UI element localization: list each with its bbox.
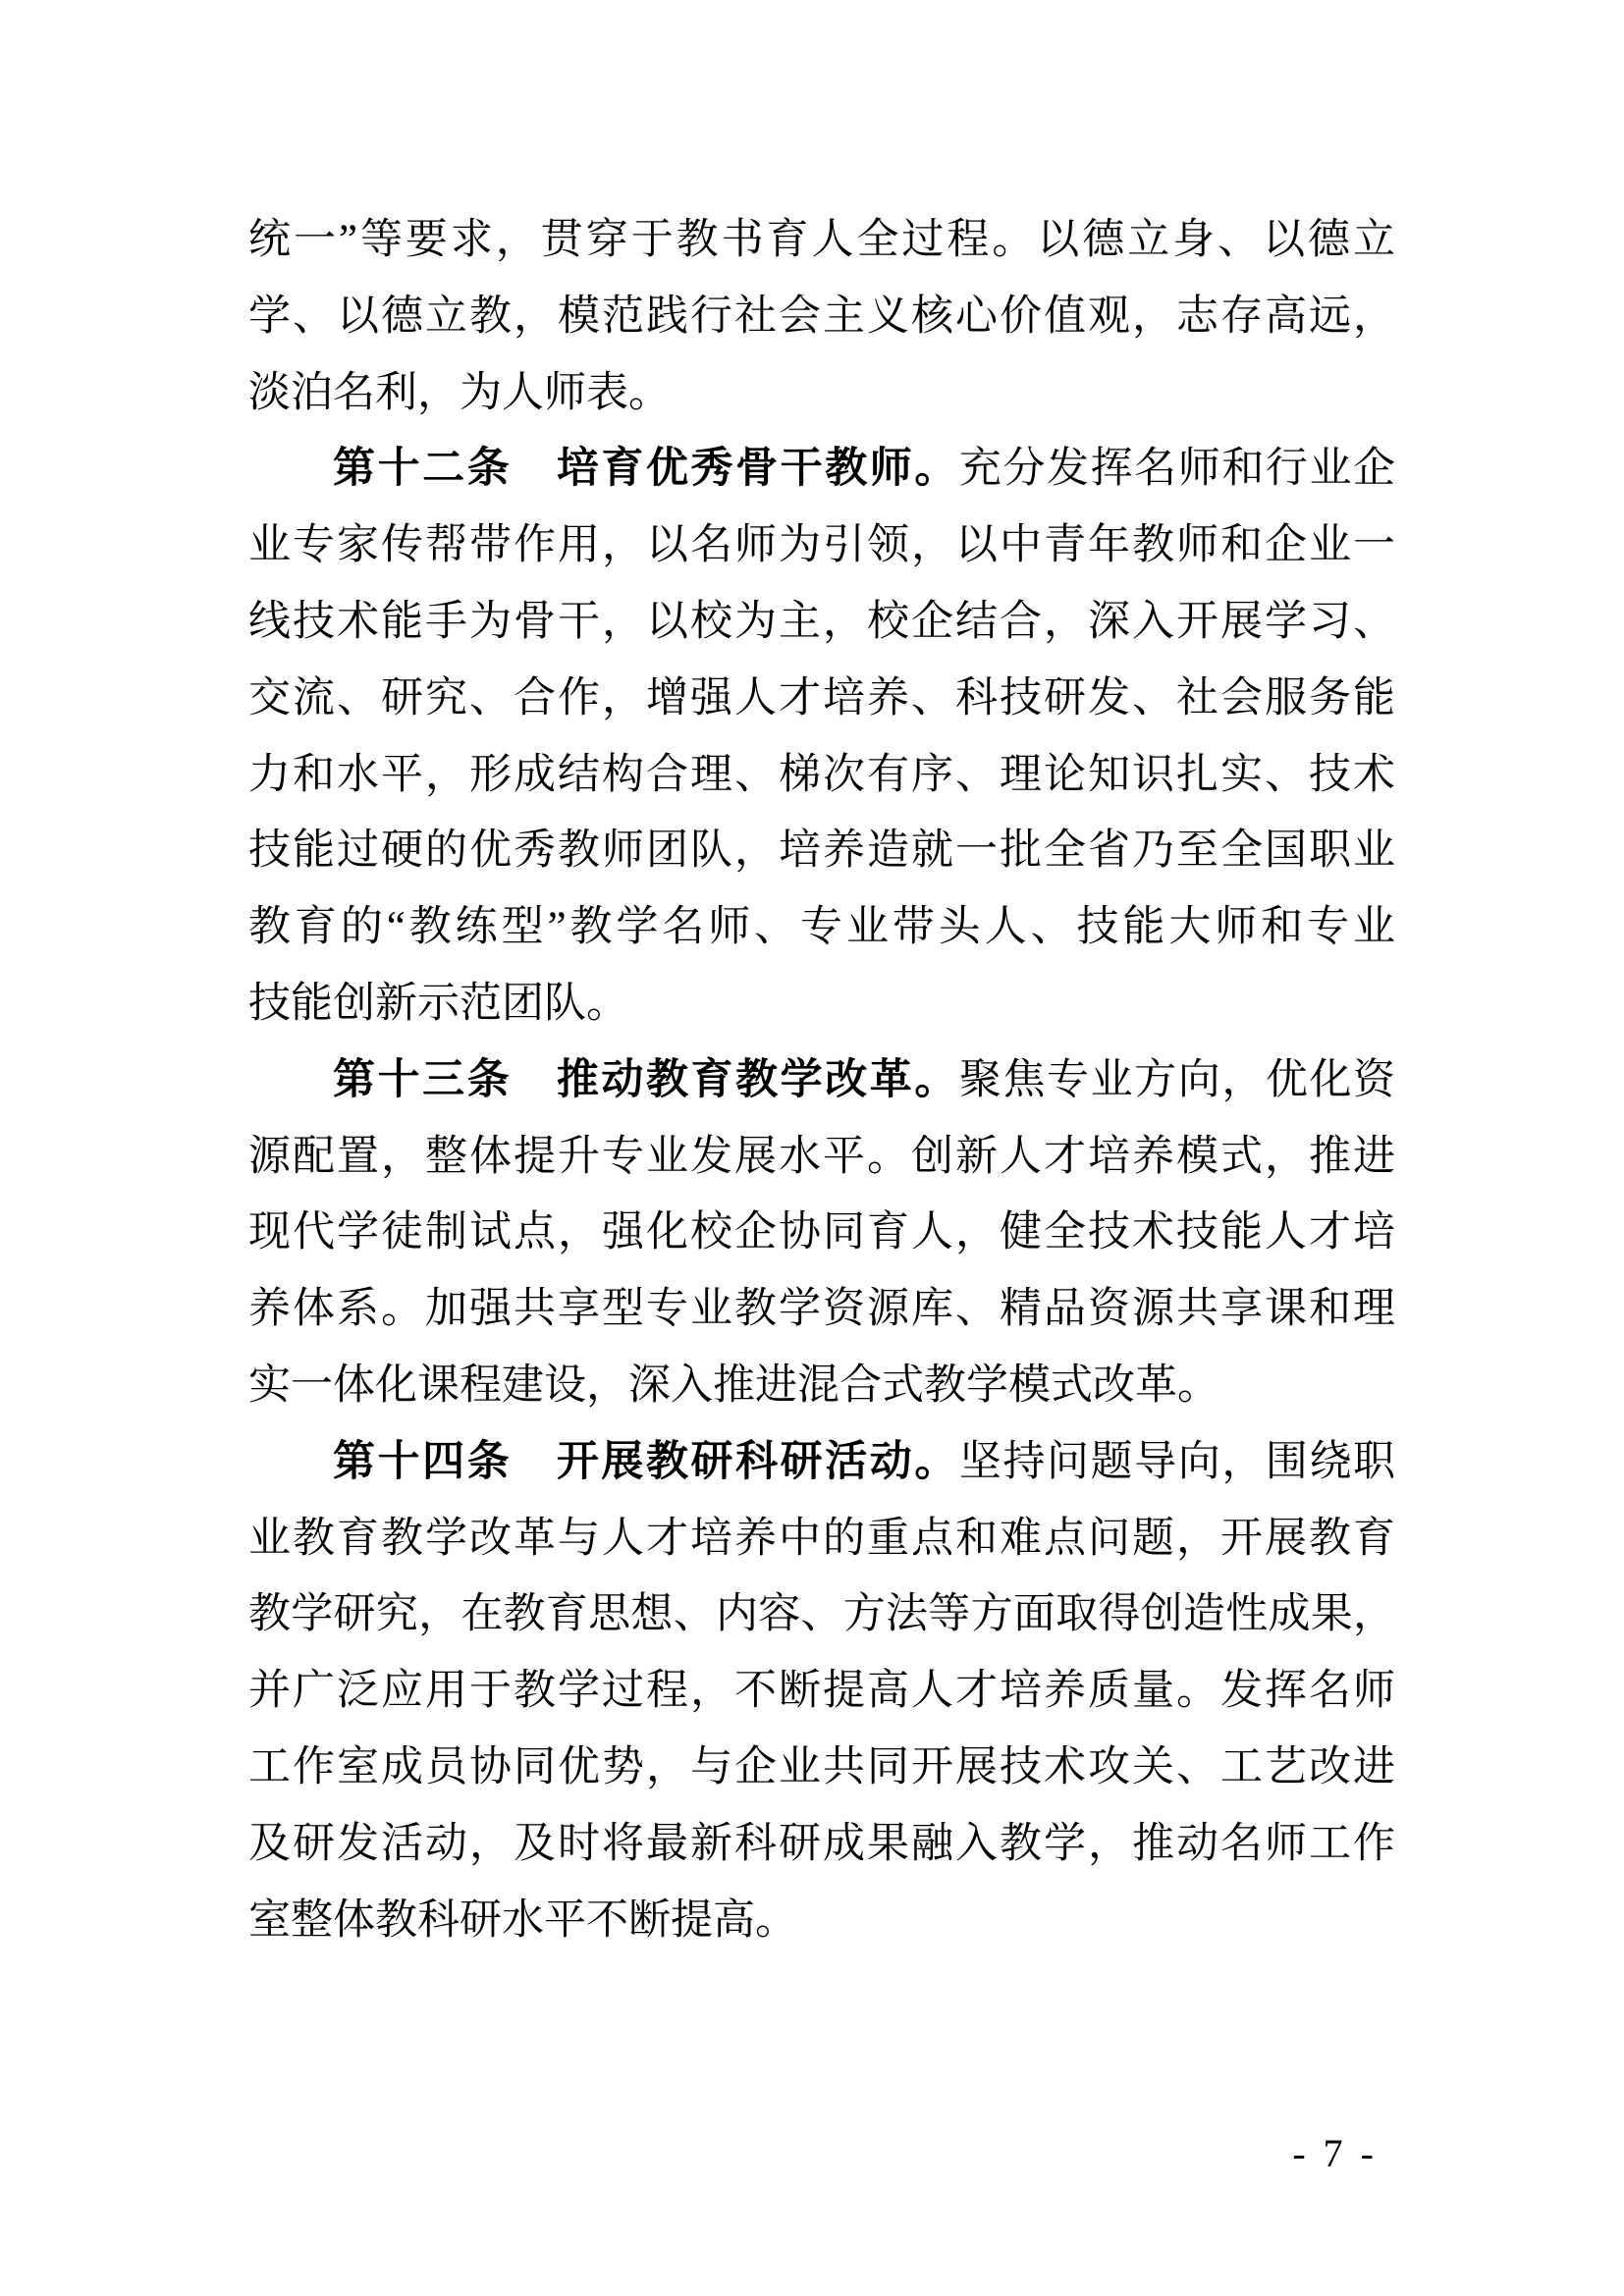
text-line: 现代学徒制试点，强化校企协同育人，健全技术技能人才培	[248, 1209, 1395, 1256]
text-line: 力和水平，形成结构合理、梯次有序、理论知识扎实、技术	[248, 751, 1395, 798]
text-line: 业专家传帮带作用，以名师为引领，以中青年教师和企业一	[248, 522, 1395, 569]
text-line: 线技术能手为骨干，以校为主，校企结合，深入开展学习、	[248, 598, 1395, 645]
text-line: 教学研究，在教育思想、内容、方法等方面取得创造性成果，	[248, 1591, 1395, 1638]
article-13-body-start: 聚焦专业方向，优化资	[958, 1056, 1396, 1103]
text-line: 及研发活动，及时将最新科研成果融入教学，推动名师工作	[248, 1820, 1395, 1867]
text-line: 室整体教科研水平不断提高。	[248, 1896, 797, 1944]
article-13-heading: 第十三条 推动教育教学改革。	[333, 1055, 959, 1103]
text-line: 技能创新示范团队。	[248, 980, 628, 1027]
text-line: 工作室成员协同优势，与企业共同开展技术攻关、工艺改进	[248, 1743, 1395, 1790]
article-14-heading: 第十四条 开展教研科研活动。	[333, 1437, 959, 1485]
text-line: 并广泛应用于教学过程，不断提高人才培养质量。发挥名师	[248, 1668, 1395, 1715]
document-body	[248, 202, 1395, 1958]
text-line: 淡泊名利，为人师表。	[248, 369, 671, 416]
page-number: - 7 -	[1292, 2131, 1378, 2175]
text-line	[248, 1424, 1395, 1501]
text-line: 教育的“教练型”教学名师、专业带头人、技能大师和专业	[248, 904, 1395, 951]
text-line: 学、以德立教，模范践行社会主义核心价值观，志存高远，	[248, 293, 1395, 340]
text-line: 业教育教学改革与人才培养中的重点和难点问题，开展教育	[248, 1515, 1395, 1562]
text-line	[248, 1042, 1395, 1119]
article-12-heading: 第十二条 培育优秀骨干教师。	[333, 445, 959, 493]
text-line: 源配置，整体提升专业发展水平。创新人才培养模式，推进	[248, 1133, 1395, 1180]
text-line: 统一”等要求，贯穿于教书育人全过程。以德立身、以德立	[248, 217, 1395, 263]
text-line: 交流、研究、合作，增强人才培养、科技研发、社会服务能	[248, 674, 1395, 721]
text-line: 技能过硬的优秀教师团队，培养造就一批全省乃至全国职业	[248, 828, 1395, 875]
text-line	[248, 431, 1395, 507]
article-12-body-start: 充分发挥名师和行业企	[958, 446, 1396, 493]
article-14-body-start: 坚持问题导向，围绕职	[958, 1438, 1396, 1485]
text-line: 养体系。加强共享型专业教学资源库、精品资源共享课和理	[248, 1286, 1395, 1333]
text-line: 实一体化课程建设，深入推进混合式教学模式改革。	[248, 1362, 1219, 1409]
